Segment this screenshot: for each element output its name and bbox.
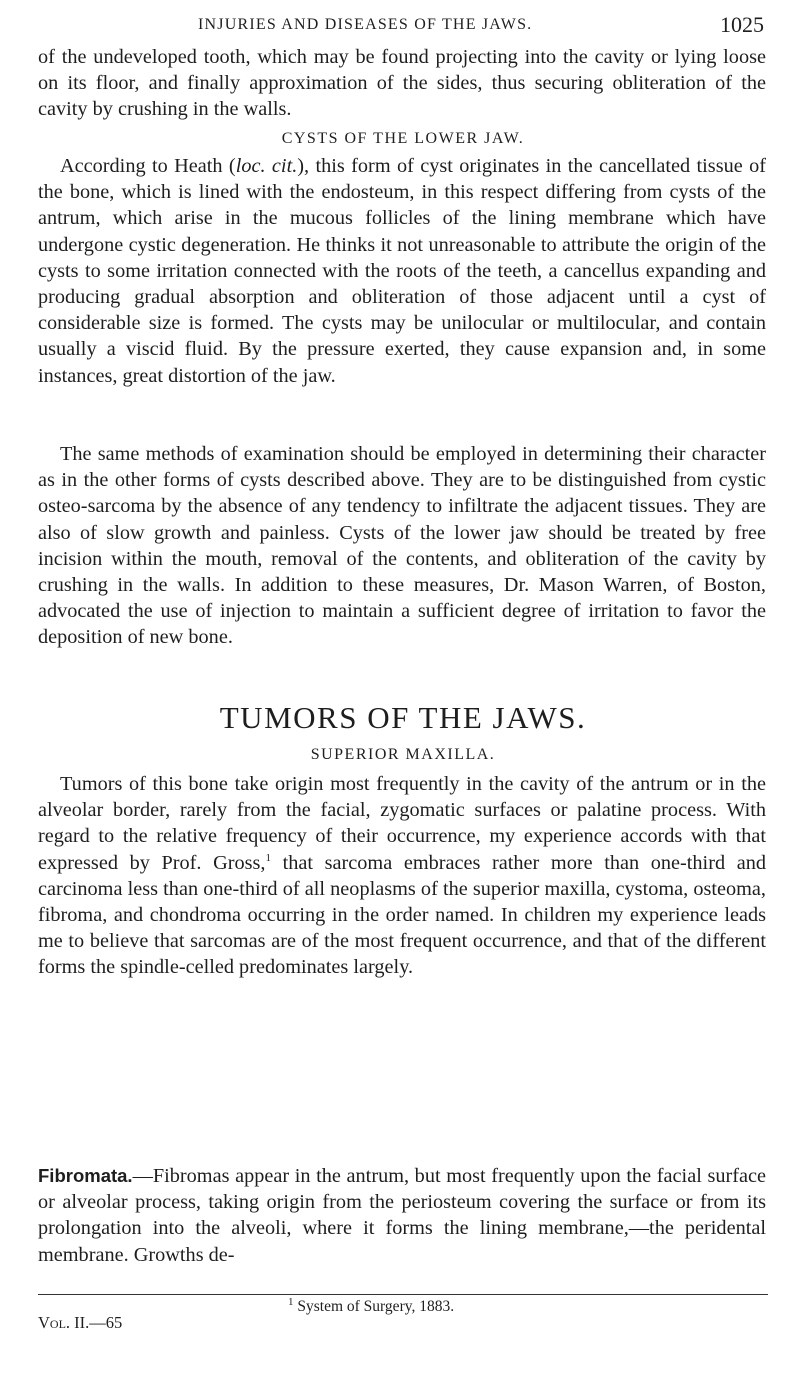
footnote-rule — [38, 1294, 768, 1295]
book-page — [38, 0, 768, 1374]
text-run: that sarcoma embraces rather more than one-third and carcinoma less than one-third of all neoplasms of the superior maxilla, cystoma, osteoma, fibroma, and chondroma occurring in the order named. In children my experience leads me to believe that sarcomas are of the most frequent occurrence, and that of the different forms the spindle-celled predominates largely. — [38, 851, 766, 979]
text-run: ), this form of cyst originates in the cancellated tissue of the bone, which is lined with the endosteum, in this respect differing from cysts of the antrum, which arise in the mucous follicles of the lining membrane which have undergone cystic degeneration. He thinks it not unreasonable to attribute the origin of the cysts to some irritation connected with the roots of the teeth, a cancellus expanding and producing gradual absorption and obliteration of those adjacent until a cyst of considerable size is formed. The cysts may be unilocular or multilocular, and contain usually a viscid fluid. By the pressure exerted, they cause expansion and, in some instances, great distortion of the jaw. — [38, 155, 766, 387]
footnote — [288, 1295, 455, 1316]
text-run: —Fibromas appear in the antrum, but most frequently upon the facial surface or alveolar process, taking origin from the periosteum covering the surface or from its prolongation into the alveoli, where it forms the lining membrane,—the peridental membrane. Growths de- — [38, 1165, 766, 1266]
paragraph-examination-treatment: The same methods of examination should be employed in determining their character as in the other forms of cysts described above. They are to be distinguished from cystic osteo-sarcoma by the absence of any tendency to infiltrate the adjacent tissues. They are also of slow growth and painless. Cysts of the lower jaw should be treated by free incision within the mouth, removal of the contents, and obliteration of the cavity by crushing in the walls. In addition to these measures, Dr. Mason Warren, of Boston, advocated the use of injection to maintain a sufficient degree of irritation to favor the deposition of new bone. — [38, 443, 766, 649]
text-run: According to Heath ( — [60, 155, 236, 177]
paragraph-fibromata — [38, 1163, 766, 1268]
paragraph-heath-cyst-origin — [38, 153, 766, 389]
chapter-title-tumors: TUMORS OF THE JAWS. — [219, 700, 587, 735]
volume-signature: Vol. II.—65 — [38, 1313, 123, 1332]
text-run: Tumors of this bone take origin most frequently in the cavity of the antrum or in the alveolar border, rarely from the facial, zygomatic surfaces or palatine process. With regard to the relative frequency of their occurrence, my experience accords with that expressed by Prof. Gross, — [38, 773, 766, 874]
running-head — [38, 10, 768, 40]
paragraph-tumor-origin-frequency — [38, 771, 766, 981]
section-heading-superior-maxilla: SUPERIOR MAXILLA. — [310, 746, 496, 763]
paragraph-cyst-treatment-end: of the undeveloped tooth, which may be found projecting into the cavity or lying loose on its floor, and finally approximation of the sides, thus securing obliteration of the cavity by crushing in the walls. — [38, 46, 766, 121]
citation-italic: loc. cit. — [235, 155, 298, 177]
footnote-mark: 1 — [288, 1295, 294, 1308]
footnote-text: System of Surgery, 1883. — [293, 1298, 455, 1315]
page-number: 1025 — [720, 12, 764, 37]
running-title: INJURIES AND DISEASES OF THE JAWS. — [198, 16, 533, 33]
footnote-reference: 1 — [265, 851, 271, 864]
run-in-heading-fibromata: Fibromata. — [38, 1165, 133, 1186]
section-heading-cysts-lower-jaw: CYSTS OF THE LOWER JAW. — [281, 130, 525, 147]
